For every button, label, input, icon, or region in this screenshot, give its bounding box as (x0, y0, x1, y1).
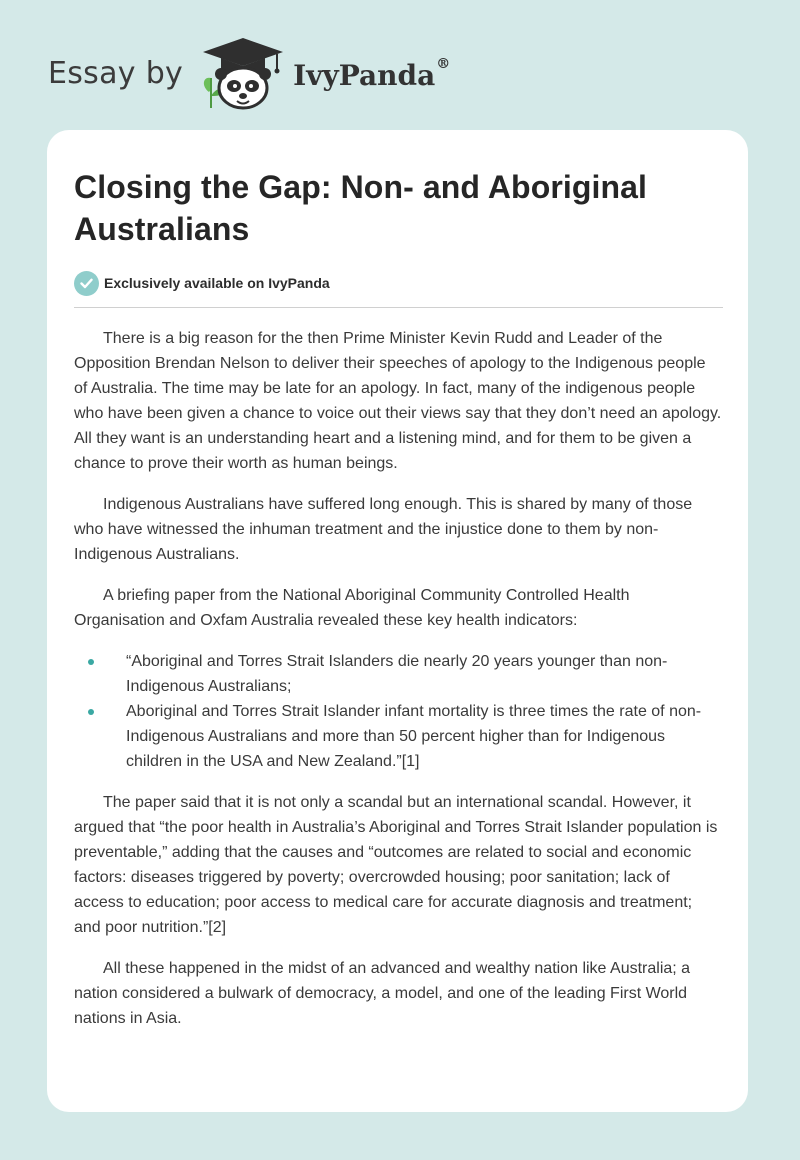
exclusive-badge (74, 270, 723, 296)
bullet-icon (88, 709, 94, 715)
list-item: “Aboriginal and Torres Strait Islanders die nearly 20 years younger than non-Indigenous Australians; (74, 649, 723, 699)
page-title: Closing the Gap: Non- and Aboriginal Australians (74, 169, 648, 247)
panda-graduate-icon[interactable] (197, 36, 289, 110)
bullet-icon (88, 659, 94, 665)
registered-mark: ® (436, 56, 451, 73)
site-header (48, 36, 450, 110)
exclusive-label: Exclusively available on IvyPanda (104, 275, 330, 291)
brand-name[interactable]: IvyPanda® (293, 56, 451, 92)
paragraph: All these happened in the midst of an advanced and wealthy nation like Australia; a nation considered a bulwark of democracy, a model, and one of the leading First World nations in Asia. (74, 960, 691, 1027)
health-indicators-list (74, 649, 723, 774)
essay-body (74, 326, 723, 1031)
list-item: Aboriginal and Torres Strait Islander infant mortality is three times the rate of non-Indigenous Australians and more than 50 percent higher than for Indigenous children in the USA and New Zealand.”[1] (74, 699, 723, 774)
paragraph: There is a big reason for the then Prime Minister Kevin Rudd and Leader of the Opposition Brendan Nelson to deliver their speeches of apology to the Indigenous people of Australia. The time may be late for an apology. In fact, many of the indigenous people who have been given a chance to voice out their views say that they don’t need an apology. All they want is an understanding heart and a listening mind, and for them to be given a chance to prove their worth as human beings. (74, 330, 722, 472)
paragraph: The paper said that it is not only a scandal but an international scandal. However, it argued that “the poor health in Australia’s Aboriginal and Torres Strait Islander population is preventable,” adding that the causes and “outcomes are related to social and economic factors: diseases triggered by poverty; overcrowded housing; poor sanitation; lack of access to education; poor access to medical care for accurate diagnosis and treatment; and poor nutrition.”[2] (74, 794, 718, 936)
essay-by-label: Essay by (48, 55, 184, 91)
divider (74, 307, 723, 308)
paragraph: Indigenous Australians have suffered long enough. This is shared by many of those who have witnessed the inhuman treatment and the injustice done to them by non-Indigenous Australians. (74, 496, 693, 563)
essay-card (47, 130, 748, 1112)
paragraph: A briefing paper from the National Aboriginal Community Controlled Health Organisation and Oxfam Australia revealed these key health indicators: (74, 587, 630, 629)
essay-content (74, 166, 723, 1047)
check-icon (74, 271, 99, 296)
